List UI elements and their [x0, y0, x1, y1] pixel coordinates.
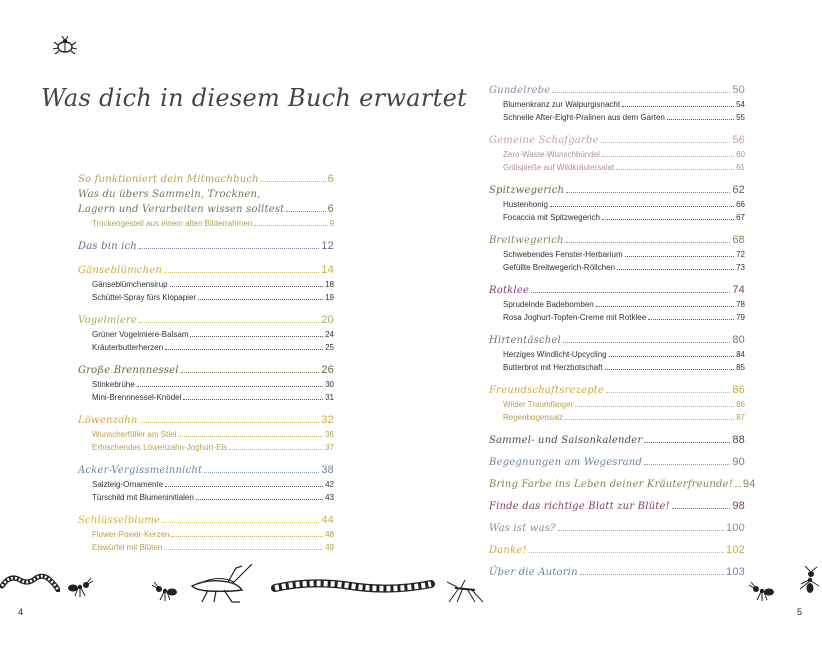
toc-entry-label: Gemeine Schafgarbe — [489, 135, 599, 146]
toc-leader-dots — [137, 386, 323, 387]
toc-entry-label: Blumenkranz zur Walpurgisnacht — [503, 100, 621, 109]
toc-entry-label: Bring Farbe ins Leben deiner Kräuterfreunde! — [489, 479, 733, 490]
toc-sub-entry[interactable] — [78, 328, 334, 341]
toc-sub-entry[interactable] — [78, 528, 334, 541]
toc-page-number: 88 — [732, 434, 745, 446]
toc-leader-dots — [563, 342, 730, 343]
toc-page-number: 19 — [325, 293, 334, 302]
toc-leader-dots — [139, 248, 319, 249]
toc-left — [78, 172, 334, 554]
toc-page-number: 67 — [736, 213, 745, 222]
toc-page-number: 6 — [327, 173, 334, 185]
toc-sub-entry[interactable] — [78, 491, 334, 504]
toc-sub-entry[interactable] — [489, 148, 745, 161]
toc-entry-label: Wunscherfüller am Stiel — [92, 430, 177, 439]
toc-leader-dots — [162, 522, 319, 523]
toc-chapter-entry[interactable] — [489, 83, 745, 98]
toc-chapter-entry[interactable] — [489, 521, 745, 536]
toc-sub-entry[interactable] — [489, 98, 745, 111]
toc-entry-label: Salzteig-Ornamente — [92, 480, 164, 489]
toc-entry-label: Hirtentäschel — [489, 335, 561, 346]
toc-entry-label: Türschild mit Blumeninitialen — [92, 493, 194, 502]
toc-spacer — [78, 454, 334, 463]
toc-entry-label: Breitwegerich — [489, 235, 564, 246]
toc-page-number: 61 — [736, 163, 745, 172]
toc-page-number: 68 — [732, 234, 745, 246]
toc-page-number: 74 — [732, 284, 745, 296]
toc-page-number: 24 — [325, 330, 334, 339]
toc-chapter-entry[interactable] — [489, 283, 745, 298]
toc-leader-dots — [181, 372, 320, 373]
toc-entry-label: Eiswürfel mit Blüten — [92, 543, 163, 552]
toc-page-number: 85 — [736, 363, 745, 372]
toc-chapter-entry[interactable] — [78, 413, 334, 428]
toc-entry-label: Was ist was? — [489, 523, 556, 534]
toc-entry-label: Schüttel-Spray fürs Klopapier — [92, 293, 197, 302]
toc-leader-dots — [190, 336, 323, 337]
toc-leader-dots — [164, 272, 319, 273]
toc-leader-dots — [602, 156, 734, 157]
toc-chapter-entry[interactable] — [489, 383, 745, 398]
toc-page-number: 84 — [736, 350, 745, 359]
toc-sub-entry[interactable] — [489, 248, 745, 261]
toc-page-number: 50 — [732, 84, 745, 96]
toc-entry-label: Gänseblümchen — [78, 265, 162, 276]
ant-icon — [749, 580, 777, 602]
toc-page-number: 56 — [732, 134, 745, 146]
toc-page-number: 62 — [732, 184, 745, 196]
ant-icon — [152, 580, 180, 602]
toc-leader-dots — [566, 242, 731, 243]
toc-page-number: 38 — [321, 464, 334, 476]
toc-entry-label: Hustenhonig — [503, 200, 548, 209]
toc-entry-label: Spitzwegerich — [489, 185, 565, 196]
toc-leader-dots — [601, 142, 731, 143]
toc-leader-dots — [164, 549, 323, 550]
toc-entry-label: Trockengestell aus einem alten Bilderrahmen — [92, 219, 253, 228]
toc-page-number: 80 — [732, 334, 745, 346]
toc-leader-dots — [605, 369, 735, 370]
toc-chapter-entry[interactable] — [78, 263, 334, 278]
toc-leader-dots — [606, 392, 730, 393]
ant-icon — [66, 576, 94, 598]
toc-leader-dots — [204, 472, 319, 473]
toc-leader-dots — [644, 464, 730, 465]
toc-entry-label: Gefüllte Breitwegerich-Röllchen — [503, 263, 616, 272]
toc-entry-label: Das bin ich — [78, 241, 137, 252]
toc-entry-label: Rotklee — [489, 285, 530, 296]
toc-page-number: 31 — [325, 393, 334, 402]
toc-sub-entry[interactable] — [489, 311, 745, 324]
toc-sub-entry[interactable] — [78, 428, 334, 441]
toc-sub-entry[interactable] — [78, 378, 334, 391]
toc-entry-label: Freundschaftsrezepte — [489, 385, 605, 396]
toc-entry-label: Sprudelnde Badebomben — [503, 300, 594, 309]
toc-chapter-entry[interactable] — [489, 133, 745, 148]
toc-leader-dots — [261, 181, 326, 182]
toc-entry-label: Sammel- und Saisonkalender — [489, 435, 643, 446]
toc-leader-dots — [602, 219, 734, 220]
toc-leader-dots — [531, 292, 730, 293]
toc-entry-label: Begegnungen am Wegesrand — [489, 457, 643, 468]
toc-chapter-entry[interactable] — [489, 499, 745, 514]
toc-sub-entry[interactable] — [489, 298, 745, 311]
toc-spacer — [489, 558, 745, 565]
toc-leader-dots — [648, 319, 734, 320]
toc-chapter-entry[interactable] — [78, 239, 334, 254]
toc-page-number: 78 — [736, 300, 745, 309]
page-number-right: 5 — [797, 607, 803, 617]
page-number-left: 4 — [18, 607, 24, 617]
toc-page-number: 9 — [329, 219, 334, 228]
toc-chapter-entry[interactable] — [78, 172, 334, 187]
toc-leader-dots — [171, 536, 323, 537]
toc-spacer — [78, 230, 334, 239]
toc-leader-dots — [616, 169, 734, 170]
toc-spacer — [489, 374, 745, 383]
toc-entry-label: So funktioniert dein Mitmachbuch — [78, 174, 259, 185]
toc-sub-entry[interactable] — [78, 478, 334, 491]
toc-entry-label: Grüner Vogelmiere-Balsam — [92, 330, 189, 339]
toc-leader-dots — [565, 419, 734, 420]
toc-page-number: 55 — [736, 113, 745, 122]
toc-sub-entry[interactable] — [78, 441, 334, 454]
toc-page-number: 18 — [325, 280, 334, 289]
toc-spacer — [78, 304, 334, 313]
toc-page-number: 79 — [736, 313, 745, 322]
toc-page-number: 20 — [321, 314, 334, 326]
toc-sub-entry[interactable] — [489, 211, 745, 224]
toc-right — [489, 83, 756, 580]
toc-leader-dots — [529, 552, 724, 553]
toc-sub-entry[interactable] — [489, 161, 745, 174]
toc-sub-entry[interactable] — [489, 111, 745, 124]
toc-page-number: 90 — [732, 456, 745, 468]
toc-leader-dots — [566, 192, 730, 193]
toc-sub-entry[interactable] — [489, 348, 745, 361]
toc-entry-label: Rosa Joghurt-Topfen-Creme mit Rotklee — [503, 313, 647, 322]
toc-page-number: 42 — [325, 480, 334, 489]
toc-entry-label: Über die Autorin — [489, 567, 578, 578]
toc-leader-dots — [286, 211, 325, 212]
toc-spacer — [78, 504, 334, 513]
toc-entry-label: Löwenzahn — [78, 415, 138, 426]
toc-entry-label: Regenbogensalz — [503, 413, 564, 422]
toc-leader-dots — [196, 499, 323, 500]
toc-entry-label: Focaccia mit Spitzwegerich — [503, 213, 600, 222]
toc-chapter-entry[interactable] — [78, 513, 334, 528]
toc-entry-label: Vogelmiere — [78, 315, 138, 326]
toc-page-number: 60 — [736, 150, 745, 159]
toc-entry-label: Mini-Brennnessel-Knödel — [92, 393, 182, 402]
ant-icon — [799, 566, 821, 596]
toc-leader-dots — [165, 486, 323, 487]
toc-sub-entry[interactable] — [489, 361, 745, 374]
toc-spacer — [489, 124, 745, 133]
toc-page-number: 66 — [736, 200, 745, 209]
toc-sub-entry[interactable] — [489, 398, 745, 411]
toc-leader-dots — [672, 508, 731, 509]
toc-spacer — [78, 404, 334, 413]
toc-leader-dots — [552, 92, 730, 93]
toc-leader-dots — [644, 442, 730, 443]
toc-entry-label: Flower-Power-Kerzen — [92, 530, 170, 539]
toc-spacer — [78, 354, 334, 363]
toc-entry-label: Gundelrebe — [489, 85, 551, 96]
toc-sub-entry[interactable] — [78, 217, 334, 230]
toc-sub-entry[interactable] — [78, 391, 334, 404]
toc-leader-dots — [596, 306, 734, 307]
toc-leader-dots — [617, 269, 734, 270]
toc-page-number: 12 — [321, 240, 334, 252]
toc-spacer — [489, 174, 745, 183]
toc-spacer — [489, 274, 745, 283]
toc-leader-dots — [550, 206, 734, 207]
toc-leader-dots — [622, 106, 734, 107]
toc-leader-dots — [580, 574, 724, 575]
toc-page-number: 100 — [726, 522, 745, 534]
toc-chapter-entry[interactable] — [78, 463, 334, 478]
toc-entry-label: Schnelle After-Eight-Pralinen aus dem Garten — [503, 113, 665, 122]
toc-sub-entry[interactable] — [489, 261, 745, 274]
toc-leader-dots — [667, 119, 734, 120]
toc-sub-entry[interactable] — [489, 198, 745, 211]
toc-page-number: 73 — [736, 263, 745, 272]
toc-page-number: 44 — [321, 514, 334, 526]
toc-leader-dots — [558, 530, 724, 531]
toc-page-number: 37 — [325, 443, 334, 452]
worm-icon — [271, 578, 436, 596]
toc-chapter-entry[interactable] — [489, 233, 745, 248]
toc-entry-label: Finde das richtige Blatt zur Blüte! — [489, 501, 670, 512]
toc-page-number: 30 — [325, 380, 334, 389]
toc-chapter-entry[interactable] — [489, 543, 745, 558]
toc-entry-label: Stinkebrühe — [92, 380, 135, 389]
caterpillar-icon — [0, 570, 60, 592]
toc-sub-entry[interactable] — [78, 541, 334, 554]
toc-page-number: 72 — [736, 250, 745, 259]
toc-leader-dots — [254, 225, 327, 226]
toc-leader-dots — [183, 399, 323, 400]
toc-entry-label: Butterbrot mit Herzbotschaft — [503, 363, 603, 372]
toc-spacer — [489, 514, 745, 521]
toc-entry-label: Danke! — [489, 545, 527, 556]
toc-chapter-entry[interactable] — [489, 477, 756, 492]
toc-leader-dots — [625, 256, 734, 257]
toc-chapter-entry[interactable] — [489, 333, 745, 348]
toc-page-number: 32 — [321, 414, 334, 426]
toc-entry-label: Wilder Traumfänger — [503, 400, 574, 409]
toc-chapter-entry[interactable] — [489, 433, 745, 448]
bug-icon — [52, 36, 78, 56]
toc-entry-label: Grillspieße auf Wildkräutersalat — [503, 163, 615, 172]
toc-leader-dots — [170, 286, 323, 287]
toc-page-number: 87 — [736, 413, 745, 422]
toc-page-number: 94 — [742, 478, 756, 490]
toc-page-number: 48 — [325, 530, 334, 539]
toc-entry-label: Schwebendes Fenster-Herbarium — [503, 250, 623, 259]
toc-entry-label: Gänseblümchensirup — [92, 280, 168, 289]
toc-spacer — [489, 470, 745, 477]
toc-leader-dots — [178, 436, 323, 437]
toc-entry-label: Lagern und Verarbeiten wissen solltest — [78, 204, 285, 215]
toc-entry-label: Erfrischendes Löwenzahn-Joghurt-Eis — [92, 443, 228, 452]
toc-page-number: 43 — [325, 493, 334, 502]
toc-page-number: 36 — [325, 430, 334, 439]
toc-page-number: 25 — [325, 343, 334, 352]
toc-leader-dots — [140, 422, 320, 423]
toc-spacer — [489, 424, 745, 433]
toc-spacer — [489, 324, 745, 333]
toc-heading: Was dich in diesem Buch erwartet — [41, 84, 468, 112]
toc-leader-dots — [609, 356, 735, 357]
toc-spacer — [78, 254, 334, 263]
toc-leader-dots — [229, 449, 323, 450]
toc-leader-dots — [139, 322, 319, 323]
toc-chapter-entry[interactable] — [78, 187, 334, 202]
toc-spacer — [489, 492, 745, 499]
toc-page-number: 54 — [736, 100, 745, 109]
toc-sub-entry[interactable] — [78, 341, 334, 354]
toc-chapter-entry[interactable] — [489, 565, 745, 580]
toc-page-number: 102 — [726, 544, 745, 556]
toc-chapter-entry[interactable] — [78, 363, 334, 378]
toc-page-number: 98 — [732, 500, 745, 512]
toc-chapter-entry[interactable] — [78, 202, 334, 217]
toc-page-number: 26 — [321, 364, 334, 376]
toc-spacer — [489, 536, 745, 543]
toc-page-number: 86 — [732, 384, 745, 396]
toc-page-number: 6 — [327, 203, 334, 215]
toc-page-number: 14 — [321, 264, 334, 276]
right-page — [411, 0, 822, 657]
grasshopper-icon — [188, 564, 256, 604]
toc-entry-label: Schlüsselblume — [78, 515, 161, 526]
toc-leader-dots — [575, 406, 734, 407]
toc-leader-dots — [735, 486, 741, 487]
toc-entry-label: Acker-Vergissmeinnicht — [78, 465, 203, 476]
toc-page-number: 103 — [726, 566, 745, 578]
toc-sub-entry[interactable] — [78, 278, 334, 291]
toc-leader-dots — [165, 349, 323, 350]
toc-chapter-entry[interactable] — [489, 183, 745, 198]
toc-sub-entry[interactable] — [489, 411, 745, 424]
toc-leader-dots — [198, 299, 323, 300]
toc-entry-label: Große Brennnessel — [78, 365, 179, 376]
toc-entry-label: Herziges Windlicht-Upcycling — [503, 350, 607, 359]
toc-spacer — [489, 448, 745, 455]
toc-page-number: 86 — [736, 400, 745, 409]
toc-entry-label: Was du übers Sammeln, Trocknen, — [78, 189, 261, 200]
toc-spacer — [489, 224, 745, 233]
toc-page-number: 49 — [325, 543, 334, 552]
mosquito-icon — [447, 578, 487, 604]
toc-entry-label: Kräuterbutterherzen — [92, 343, 164, 352]
toc-entry-label: Zero-Waste-Wunschbündel — [503, 150, 600, 159]
toc-sub-entry[interactable] — [78, 291, 334, 304]
toc-chapter-entry[interactable] — [78, 313, 334, 328]
toc-chapter-entry[interactable] — [489, 455, 745, 470]
